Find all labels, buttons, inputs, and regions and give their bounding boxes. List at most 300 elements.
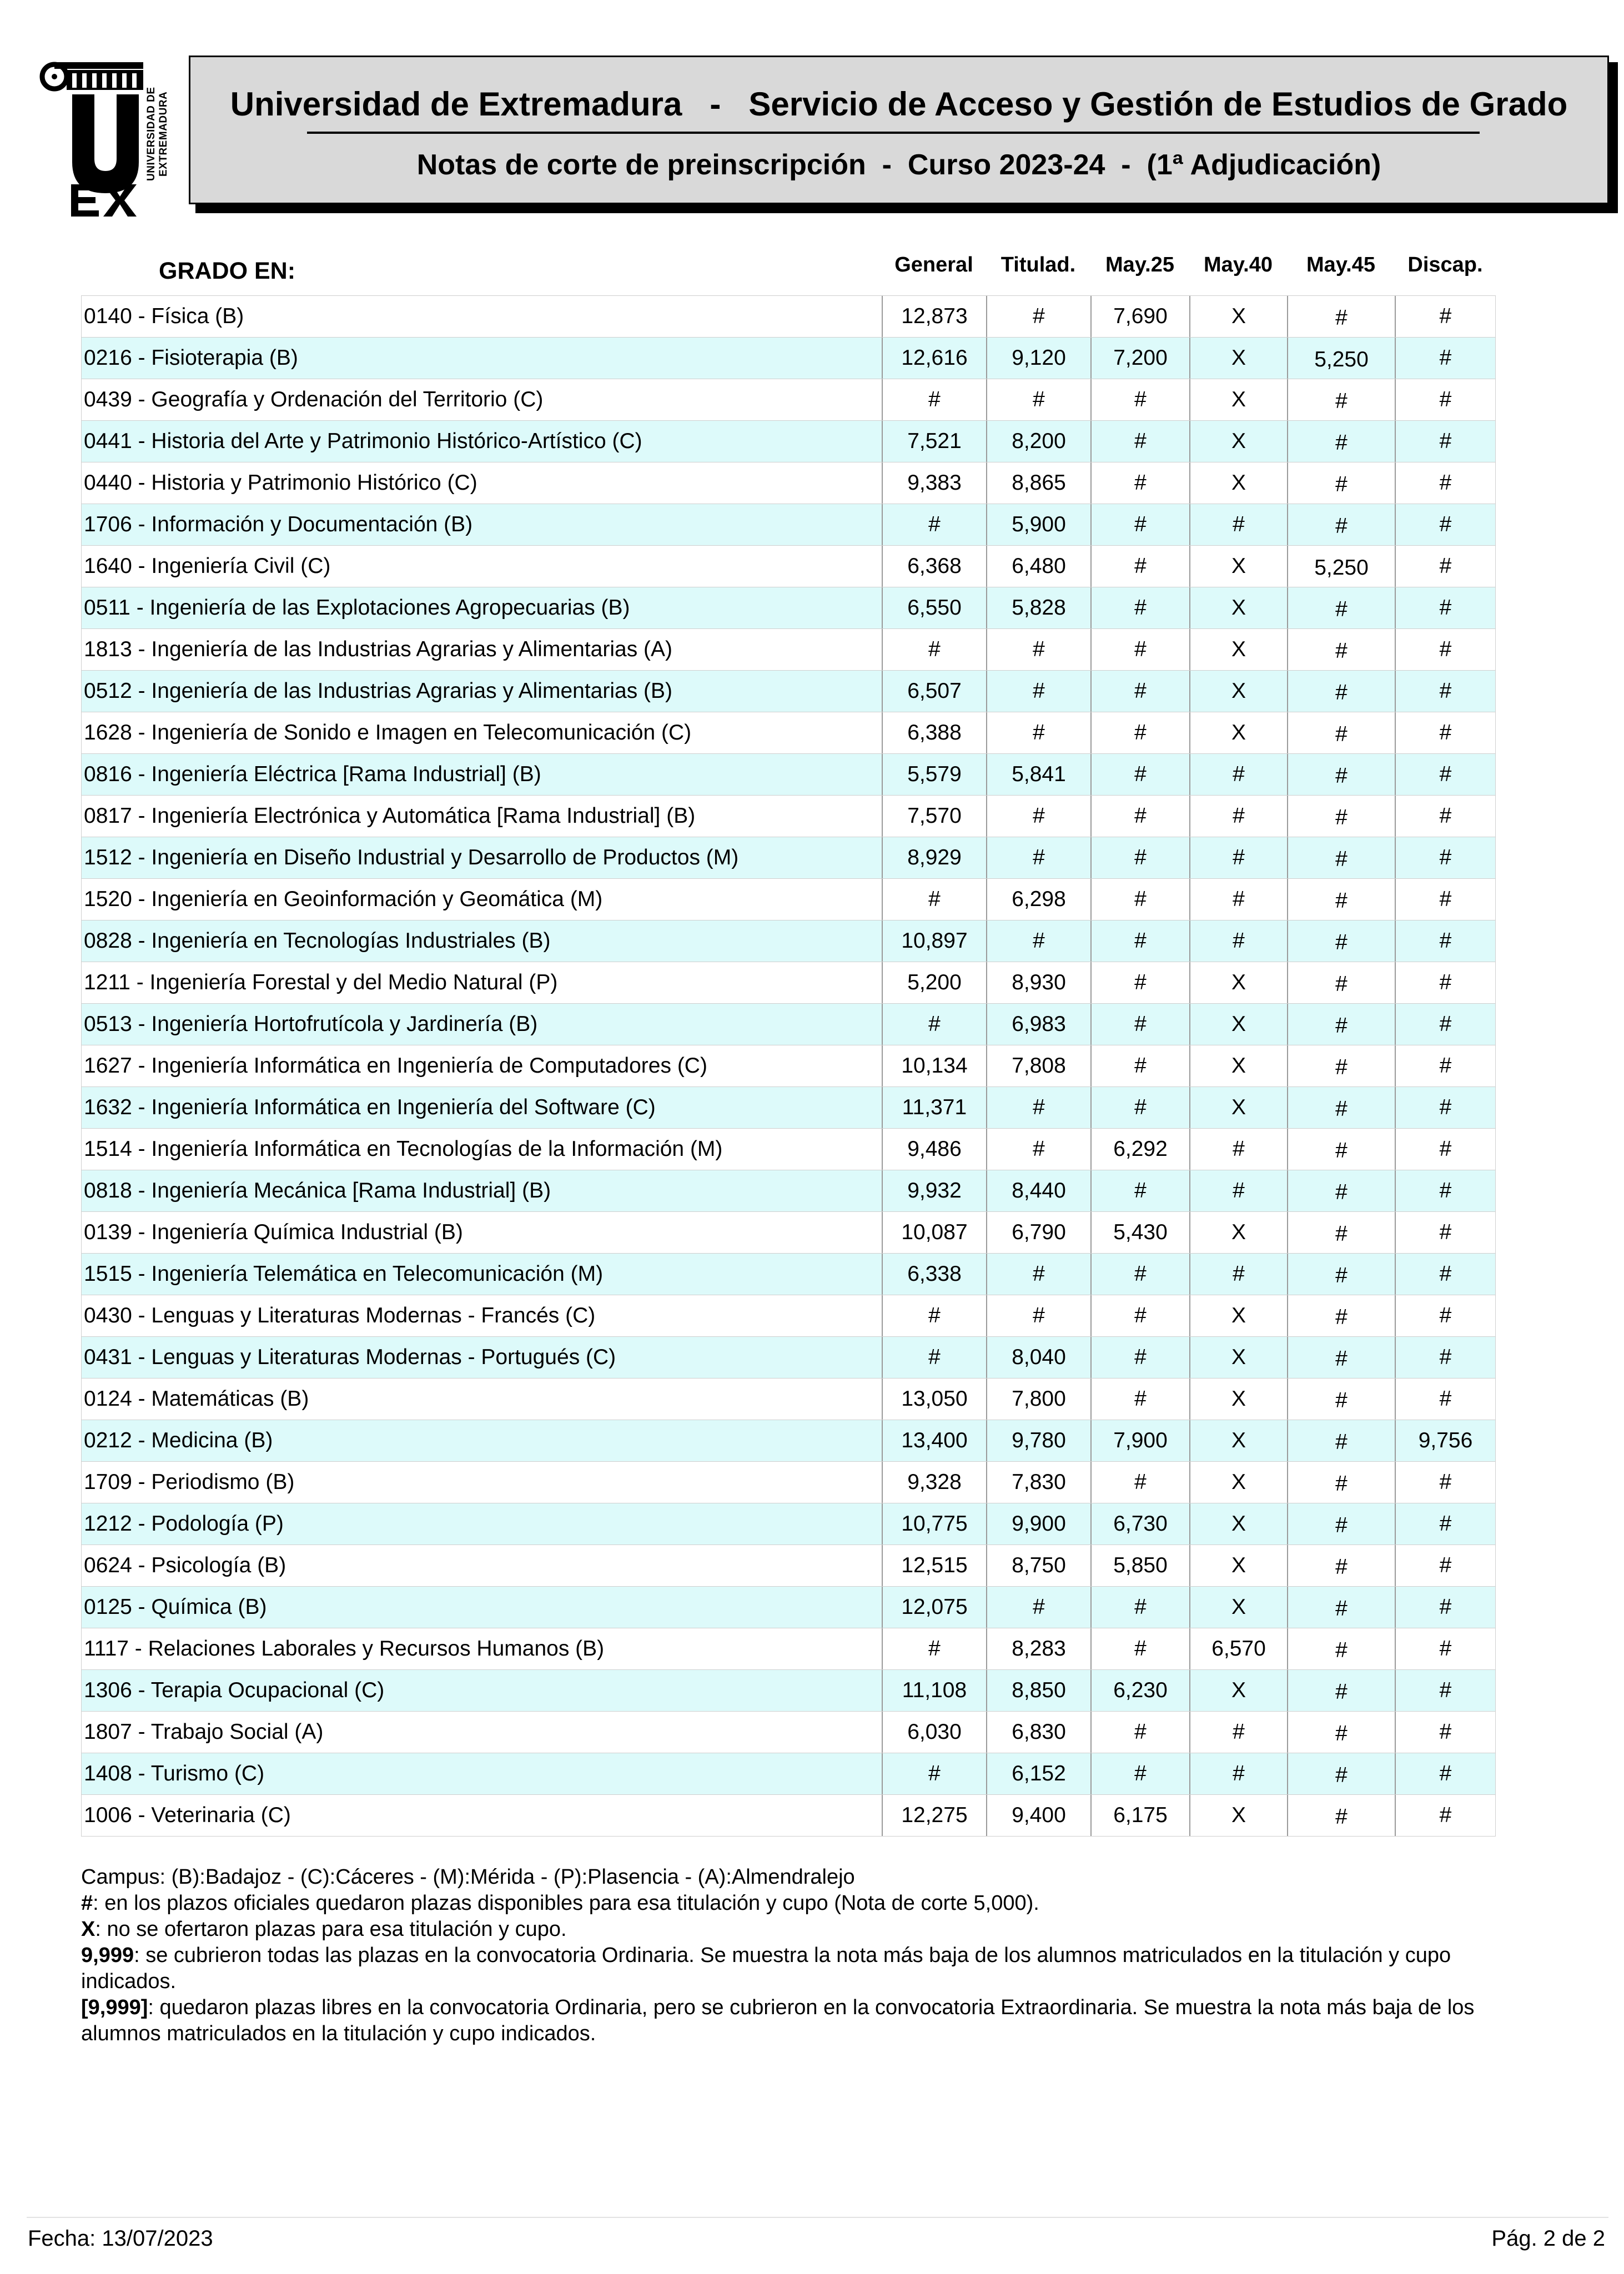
cutoff-general: 13,400 xyxy=(882,1420,986,1461)
table-row xyxy=(81,879,1496,920)
table-row xyxy=(81,1337,1496,1379)
cutoff-may25: # xyxy=(1090,1462,1189,1503)
cutoff-may45: # xyxy=(1287,1295,1395,1336)
legend-campus: Campus: (B):Badajoz - (C):Cáceres - (M):Mérida - (P):Plasencia - (A):Almendralejo xyxy=(81,1865,855,1889)
cutoff-general: # xyxy=(882,1004,986,1045)
legend-extraordinary-text: : quedaron plazas libres en la convocatoria Ordinaria, pero se cubrieron en la convocatoria Extraordinaria. Se muestra la nota más baja de los alumnos matriculados en la titulación y cupo indicados. xyxy=(81,1996,1475,2045)
cutoff-may40: X xyxy=(1189,1087,1287,1128)
degree-name: 1212 - Podología (P) xyxy=(81,1503,882,1544)
cutoff-general: 12,616 xyxy=(882,338,986,379)
cutoff-titulad: 5,828 xyxy=(986,587,1090,628)
cutoff-discap: # xyxy=(1395,629,1496,670)
cutoff-may25: # xyxy=(1090,754,1189,795)
cutoff-may40: X xyxy=(1189,462,1287,504)
degree-name: 1306 - Terapia Ocupacional (C) xyxy=(81,1670,882,1711)
degree-name: 0817 - Ingeniería Electrónica y Automática [Rama Industrial] (B) xyxy=(81,796,882,837)
cutoff-may45: # xyxy=(1287,504,1395,545)
degree-name: 1512 - Ingeniería en Diseño Industrial y Desarrollo de Productos (M) xyxy=(81,837,882,878)
cutoff-may25: 6,292 xyxy=(1090,1129,1189,1170)
cutoff-discap: # xyxy=(1395,1170,1496,1211)
column-header-discap: Discap. xyxy=(1407,253,1483,276)
table-row xyxy=(81,1462,1496,1503)
table-row xyxy=(81,837,1496,879)
cutoff-titulad: # xyxy=(986,1254,1090,1295)
table-row xyxy=(81,1545,1496,1587)
cutoff-may40: X xyxy=(1189,1379,1287,1420)
legend-extraordinary xyxy=(81,1995,1525,2047)
degree-name: 1514 - Ingeniería Informática en Tecnologías de la Información (M) xyxy=(81,1129,882,1170)
cutoff-titulad: # xyxy=(986,1129,1090,1170)
cutoff-general: 13,050 xyxy=(882,1379,986,1420)
cutoff-general: 12,075 xyxy=(882,1587,986,1628)
footer-divider xyxy=(27,2217,1608,2218)
cutoff-may45: # xyxy=(1287,796,1395,837)
logo-side-text: UNIVERSIDAD DE EXTREMADURA xyxy=(145,87,169,181)
cutoff-may45: # xyxy=(1287,1587,1395,1628)
cutoff-titulad: 8,750 xyxy=(986,1545,1090,1586)
cutoff-discap: # xyxy=(1395,1129,1496,1170)
table-row xyxy=(81,421,1496,462)
cutoff-titulad: # xyxy=(986,379,1090,420)
cutoff-general: 9,486 xyxy=(882,1129,986,1170)
cutoff-may45: # xyxy=(1287,1753,1395,1794)
degree-name: 0818 - Ingeniería Mecánica [Rama Industrial] (B) xyxy=(81,1170,882,1211)
cutoff-may45: # xyxy=(1287,1795,1395,1836)
cutoff-discap: # xyxy=(1395,1587,1496,1628)
cutoff-titulad: 6,790 xyxy=(986,1212,1090,1253)
cutoff-may25: # xyxy=(1090,1045,1189,1086)
table-row xyxy=(81,1087,1496,1129)
degree-name: 1006 - Veterinaria (C) xyxy=(81,1795,882,1836)
cutoff-may45: # xyxy=(1287,296,1395,337)
cutoff-discap: # xyxy=(1395,1254,1496,1295)
cutoff-discap: # xyxy=(1395,879,1496,920)
cutoff-may25: # xyxy=(1090,1712,1189,1753)
cutoff-may40: X xyxy=(1189,296,1287,337)
cutoff-may25: # xyxy=(1090,1379,1189,1420)
cutoff-may45: # xyxy=(1287,1379,1395,1420)
cutoff-may40: X xyxy=(1189,962,1287,1003)
cutoff-may45: # xyxy=(1287,1129,1395,1170)
cutoff-discap: # xyxy=(1395,1545,1496,1586)
cutoff-may40: # xyxy=(1189,1712,1287,1753)
cutoff-discap: # xyxy=(1395,504,1496,545)
grado-column-header: GRADO EN: xyxy=(159,258,296,284)
cutoff-may25: # xyxy=(1090,879,1189,920)
cutoff-may45: # xyxy=(1287,462,1395,504)
cutoff-general: # xyxy=(882,379,986,420)
page-subtitle: Notas de corte de preinscripción - Curso 2023-24 - (1ª Adjudicación) xyxy=(416,149,1381,181)
cutoff-titulad: 9,400 xyxy=(986,1795,1090,1836)
cutoff-may25: 6,175 xyxy=(1090,1795,1189,1836)
cutoff-may45: # xyxy=(1287,1545,1395,1586)
cutoff-discap: 9,756 xyxy=(1395,1420,1496,1461)
cutoff-titulad: # xyxy=(986,671,1090,712)
cutoff-general: 6,507 xyxy=(882,671,986,712)
cutoff-may45: # xyxy=(1287,587,1395,628)
cutoff-may25: # xyxy=(1090,504,1189,545)
cutoff-may25: # xyxy=(1090,962,1189,1003)
cutoff-may40: # xyxy=(1189,920,1287,962)
cutoff-table xyxy=(81,295,1496,1837)
degree-name: 0816 - Ingeniería Eléctrica [Rama Industrial] (B) xyxy=(81,754,882,795)
cutoff-may25: # xyxy=(1090,1587,1189,1628)
cutoff-may25: # xyxy=(1090,671,1189,712)
table-row xyxy=(81,546,1496,587)
degree-name: 1627 - Ingeniería Informática en Ingeniería de Computadores (C) xyxy=(81,1045,882,1086)
cutoff-general: # xyxy=(882,504,986,545)
legend-extraordinary-key: [9,999] xyxy=(81,1996,148,2019)
degree-name: 0216 - Fisioterapia (B) xyxy=(81,338,882,379)
cutoff-may45: # xyxy=(1287,754,1395,795)
cutoff-titulad: 7,830 xyxy=(986,1462,1090,1503)
degree-name: 1117 - Relaciones Laborales y Recursos Humanos (B) xyxy=(81,1628,882,1669)
cutoff-titulad: 6,830 xyxy=(986,1712,1090,1753)
cutoff-titulad: 9,780 xyxy=(986,1420,1090,1461)
cutoff-discap: # xyxy=(1395,920,1496,962)
cutoff-discap: # xyxy=(1395,754,1496,795)
cutoff-discap: # xyxy=(1395,1503,1496,1544)
cutoff-may25: 5,850 xyxy=(1090,1545,1189,1586)
cutoff-general: # xyxy=(882,629,986,670)
cutoff-titulad: 8,283 xyxy=(986,1628,1090,1669)
column-header-may25: May.25 xyxy=(1105,253,1174,276)
degree-name: 0512 - Ingeniería de las Industrias Agrarias y Alimentarias (B) xyxy=(81,671,882,712)
column-header-may45: May.45 xyxy=(1306,253,1375,276)
cutoff-may45: # xyxy=(1287,920,1395,962)
cutoff-titulad: 8,865 xyxy=(986,462,1090,504)
legend-ordinary-key: 9,999 xyxy=(81,1944,134,1967)
cutoff-may25: 5,430 xyxy=(1090,1212,1189,1253)
table-row xyxy=(81,1254,1496,1295)
header-box xyxy=(189,56,1609,204)
cutoff-may45: # xyxy=(1287,1004,1395,1045)
table-row xyxy=(81,587,1496,629)
table-row xyxy=(81,338,1496,379)
legend-ordinary xyxy=(81,1943,1525,1995)
cutoff-general: 6,368 xyxy=(882,546,986,587)
table-row xyxy=(81,1795,1496,1837)
legend-x-text: : no se ofertaron plazas para esa titulación y cupo. xyxy=(95,1918,567,1941)
cutoff-may45: # xyxy=(1287,712,1395,753)
cutoff-may40: # xyxy=(1189,837,1287,878)
cutoff-may45: 5,250 xyxy=(1287,338,1395,379)
cutoff-discap: # xyxy=(1395,1753,1496,1794)
table-row xyxy=(81,712,1496,754)
cutoff-discap: # xyxy=(1395,1462,1496,1503)
degree-name: 0440 - Historia y Patrimonio Histórico (C) xyxy=(81,462,882,504)
cutoff-discap: # xyxy=(1395,1295,1496,1336)
table-row xyxy=(81,504,1496,546)
degree-name: 0140 - Física (B) xyxy=(81,296,882,337)
cutoff-general: # xyxy=(882,1295,986,1336)
cutoff-titulad: 6,983 xyxy=(986,1004,1090,1045)
cutoff-general: 11,108 xyxy=(882,1670,986,1711)
footer-date: Fecha: 13/07/2023 xyxy=(28,2226,213,2251)
cutoff-may40: X xyxy=(1189,338,1287,379)
cutoff-general: 12,873 xyxy=(882,296,986,337)
cutoff-may40: # xyxy=(1189,879,1287,920)
cutoff-may40: X xyxy=(1189,1545,1287,1586)
degree-name: 1632 - Ingeniería Informática en Ingeniería del Software (C) xyxy=(81,1087,882,1128)
cutoff-discap: # xyxy=(1395,379,1496,420)
cutoff-discap: # xyxy=(1395,837,1496,878)
cutoff-discap: # xyxy=(1395,1087,1496,1128)
cutoff-general: 9,383 xyxy=(882,462,986,504)
cutoff-may45: # xyxy=(1287,1712,1395,1753)
cutoff-may40: # xyxy=(1189,1753,1287,1794)
cutoff-general: # xyxy=(882,1753,986,1794)
table-row xyxy=(81,1170,1496,1212)
column-header-general: General xyxy=(894,253,973,276)
cutoff-titulad: # xyxy=(986,1087,1090,1128)
cutoff-may45: 5,250 xyxy=(1287,546,1395,587)
cutoff-may25: # xyxy=(1090,1254,1189,1295)
cutoff-general: 9,328 xyxy=(882,1462,986,1503)
cutoff-may45: # xyxy=(1287,1254,1395,1295)
cutoff-discap: # xyxy=(1395,796,1496,837)
cutoff-general: # xyxy=(882,879,986,920)
degree-name: 1709 - Periodismo (B) xyxy=(81,1462,882,1503)
cutoff-titulad: 8,040 xyxy=(986,1337,1090,1378)
table-row xyxy=(81,1129,1496,1170)
degree-name: 0441 - Historia del Arte y Patrimonio Histórico-Artístico (C) xyxy=(81,421,882,462)
cutoff-may25: # xyxy=(1090,837,1189,878)
cutoff-may40: # xyxy=(1189,1254,1287,1295)
cutoff-may40: X xyxy=(1189,1337,1287,1378)
university-logo xyxy=(38,53,169,220)
cutoff-may40: 6,570 xyxy=(1189,1628,1287,1669)
table-row xyxy=(81,1670,1496,1712)
degree-name: 0430 - Lenguas y Literaturas Modernas - Francés (C) xyxy=(81,1295,882,1336)
degree-name: 1640 - Ingeniería Civil (C) xyxy=(81,546,882,587)
cutoff-may25: # xyxy=(1090,379,1189,420)
cutoff-titulad: # xyxy=(986,796,1090,837)
cutoff-general: 10,775 xyxy=(882,1503,986,1544)
cutoff-general: 5,200 xyxy=(882,962,986,1003)
cutoff-discap: # xyxy=(1395,1795,1496,1836)
cutoff-general: 7,570 xyxy=(882,796,986,837)
cutoff-may25: # xyxy=(1090,421,1189,462)
degree-name: 0511 - Ingeniería de las Explotaciones Agropecuarias (B) xyxy=(81,587,882,628)
cutoff-may25: # xyxy=(1090,1170,1189,1211)
cutoff-may45: # xyxy=(1287,1503,1395,1544)
cutoff-discap: # xyxy=(1395,546,1496,587)
degree-name: 1408 - Turismo (C) xyxy=(81,1753,882,1794)
table-row xyxy=(81,1295,1496,1337)
cutoff-may40: X xyxy=(1189,712,1287,753)
cutoff-may40: X xyxy=(1189,421,1287,462)
cutoff-may25: 6,730 xyxy=(1090,1503,1189,1544)
cutoff-discap: # xyxy=(1395,587,1496,628)
legend-hash xyxy=(81,1890,1525,1916)
cutoff-may45: # xyxy=(1287,379,1395,420)
cutoff-may25: 7,690 xyxy=(1090,296,1189,337)
table-row xyxy=(81,1004,1496,1045)
cutoff-may25: # xyxy=(1090,712,1189,753)
table-row xyxy=(81,1753,1496,1795)
cutoff-may25: # xyxy=(1090,462,1189,504)
table-row xyxy=(81,671,1496,712)
table-row xyxy=(81,629,1496,671)
cutoff-titulad: # xyxy=(986,920,1090,962)
cutoff-titulad: 6,298 xyxy=(986,879,1090,920)
cutoff-discap: # xyxy=(1395,1712,1496,1753)
degree-name: 1813 - Ingeniería de las Industrias Agrarias y Alimentarias (A) xyxy=(81,629,882,670)
cutoff-titulad: 7,800 xyxy=(986,1379,1090,1420)
cutoff-may40: X xyxy=(1189,629,1287,670)
cutoff-may45: # xyxy=(1287,1670,1395,1711)
legend-x-key: X xyxy=(81,1918,95,1941)
cutoff-may40: X xyxy=(1189,1295,1287,1336)
table-row xyxy=(81,379,1496,421)
cutoff-may25: # xyxy=(1090,796,1189,837)
cutoff-discap: # xyxy=(1395,1628,1496,1669)
cutoff-general: 8,929 xyxy=(882,837,986,878)
cutoff-general: 10,134 xyxy=(882,1045,986,1086)
cutoff-may40: X xyxy=(1189,1045,1287,1086)
table-row xyxy=(81,1212,1496,1254)
cutoff-general: # xyxy=(882,1628,986,1669)
cutoff-discap: # xyxy=(1395,421,1496,462)
degree-name: 0124 - Matemáticas (B) xyxy=(81,1379,882,1420)
cutoff-may40: X xyxy=(1189,1420,1287,1461)
cutoff-may40: X xyxy=(1189,1670,1287,1711)
cutoff-titulad: 6,480 xyxy=(986,546,1090,587)
table-row xyxy=(81,1503,1496,1545)
cutoff-titulad: 7,808 xyxy=(986,1045,1090,1086)
cutoff-general: 6,550 xyxy=(882,587,986,628)
cutoff-discap: # xyxy=(1395,1212,1496,1253)
cutoff-may45: # xyxy=(1287,837,1395,878)
cutoff-titulad: 6,152 xyxy=(986,1753,1090,1794)
cutoff-may45: # xyxy=(1287,1212,1395,1253)
cutoff-titulad: 5,900 xyxy=(986,504,1090,545)
cutoff-general: 10,897 xyxy=(882,920,986,962)
legend xyxy=(81,1864,1525,2047)
cutoff-general: 6,030 xyxy=(882,1712,986,1753)
table-row xyxy=(81,1045,1496,1087)
cutoff-discap: # xyxy=(1395,338,1496,379)
cutoff-general: 9,932 xyxy=(882,1170,986,1211)
table-row xyxy=(81,296,1496,338)
cutoff-may40: X xyxy=(1189,1212,1287,1253)
cutoff-may25: # xyxy=(1090,1337,1189,1378)
legend-ordinary-text: : se cubrieron todas las plazas en la convocatoria Ordinaria. Se muestra la nota más baja de los alumnos matriculados en la titulación y cupo indicados. xyxy=(81,1944,1451,1993)
cutoff-discap: # xyxy=(1395,671,1496,712)
cutoff-may45: # xyxy=(1287,671,1395,712)
cutoff-may45: # xyxy=(1287,1087,1395,1128)
cutoff-discap: # xyxy=(1395,1670,1496,1711)
degree-name: 1807 - Trabajo Social (A) xyxy=(81,1712,882,1753)
cutoff-may25: # xyxy=(1090,1087,1189,1128)
cutoff-general: 11,371 xyxy=(882,1087,986,1128)
cutoff-may25: # xyxy=(1090,1295,1189,1336)
degree-name: 0212 - Medicina (B) xyxy=(81,1420,882,1461)
degree-name: 0139 - Ingeniería Química Industrial (B) xyxy=(81,1212,882,1253)
cutoff-may45: # xyxy=(1287,1462,1395,1503)
cutoff-may45: # xyxy=(1287,629,1395,670)
table-row xyxy=(81,1712,1496,1753)
cutoff-may40: X xyxy=(1189,1503,1287,1544)
cutoff-titulad: 5,841 xyxy=(986,754,1090,795)
cutoff-may25: # xyxy=(1090,920,1189,962)
cutoff-titulad: # xyxy=(986,629,1090,670)
cutoff-may45: # xyxy=(1287,1170,1395,1211)
cutoff-may45: # xyxy=(1287,1045,1395,1086)
degree-name: 1706 - Información y Documentación (B) xyxy=(81,504,882,545)
cutoff-may45: # xyxy=(1287,1337,1395,1378)
cutoff-may25: 6,230 xyxy=(1090,1670,1189,1711)
cutoff-may40: # xyxy=(1189,504,1287,545)
table-row xyxy=(81,920,1496,962)
column-capital-icon xyxy=(42,62,143,90)
cutoff-titulad: 8,440 xyxy=(986,1170,1090,1211)
cutoff-general: 12,515 xyxy=(882,1545,986,1586)
cutoff-may40: X xyxy=(1189,587,1287,628)
cutoff-may25: # xyxy=(1090,1628,1189,1669)
table-row xyxy=(81,1379,1496,1420)
degree-name: 0125 - Química (B) xyxy=(81,1587,882,1628)
table-row xyxy=(81,754,1496,796)
cutoff-may45: # xyxy=(1287,421,1395,462)
cutoff-discap: # xyxy=(1395,1004,1496,1045)
cutoff-discap: # xyxy=(1395,462,1496,504)
cutoff-titulad: 8,930 xyxy=(986,962,1090,1003)
cutoff-may45: # xyxy=(1287,879,1395,920)
cutoff-titulad: # xyxy=(986,1587,1090,1628)
cutoff-may45: # xyxy=(1287,962,1395,1003)
cutoff-may40: X xyxy=(1189,1004,1287,1045)
table-row xyxy=(81,462,1496,504)
degree-name: 1628 - Ingeniería de Sonido e Imagen en Telecomunicación (C) xyxy=(81,712,882,753)
column-header-titulad: Titulad. xyxy=(1000,253,1076,276)
cutoff-titulad: 8,200 xyxy=(986,421,1090,462)
cutoff-general: 5,579 xyxy=(882,754,986,795)
u-letter-shape xyxy=(72,94,139,193)
degree-name: 1211 - Ingeniería Forestal y del Medio Natural (P) xyxy=(81,962,882,1003)
cutoff-may40: # xyxy=(1189,796,1287,837)
table-row xyxy=(81,796,1496,837)
cutoff-may45: # xyxy=(1287,1420,1395,1461)
cutoff-titulad: 8,850 xyxy=(986,1670,1090,1711)
cutoff-titulad: 9,900 xyxy=(986,1503,1090,1544)
cutoff-may25: # xyxy=(1090,587,1189,628)
cutoff-general: 6,388 xyxy=(882,712,986,753)
cutoff-discap: # xyxy=(1395,1045,1496,1086)
cutoff-discap: # xyxy=(1395,1379,1496,1420)
degree-name: 0624 - Psicología (B) xyxy=(81,1545,882,1586)
degree-name: 1520 - Ingeniería en Geoinformación y Geomática (M) xyxy=(81,879,882,920)
table-row xyxy=(81,962,1496,1004)
cutoff-may25: 7,900 xyxy=(1090,1420,1189,1461)
column-header-may40: May.40 xyxy=(1204,253,1273,276)
cutoff-discap: # xyxy=(1395,1337,1496,1378)
cutoff-general: 10,087 xyxy=(882,1212,986,1253)
degree-name: 0431 - Lenguas y Literaturas Modernas - Portugués (C) xyxy=(81,1337,882,1378)
cutoff-titulad: 9,120 xyxy=(986,338,1090,379)
cutoff-may40: # xyxy=(1189,1170,1287,1211)
legend-x xyxy=(81,1916,1525,1943)
degree-name: 0439 - Geografía y Ordenación del Territorio (C) xyxy=(81,379,882,420)
table-row xyxy=(81,1587,1496,1628)
table-row xyxy=(81,1628,1496,1670)
cutoff-titulad: # xyxy=(986,1295,1090,1336)
cutoff-may25: # xyxy=(1090,546,1189,587)
cutoff-may25: # xyxy=(1090,1004,1189,1045)
cutoff-may40: X xyxy=(1189,546,1287,587)
cutoff-general: 6,338 xyxy=(882,1254,986,1295)
